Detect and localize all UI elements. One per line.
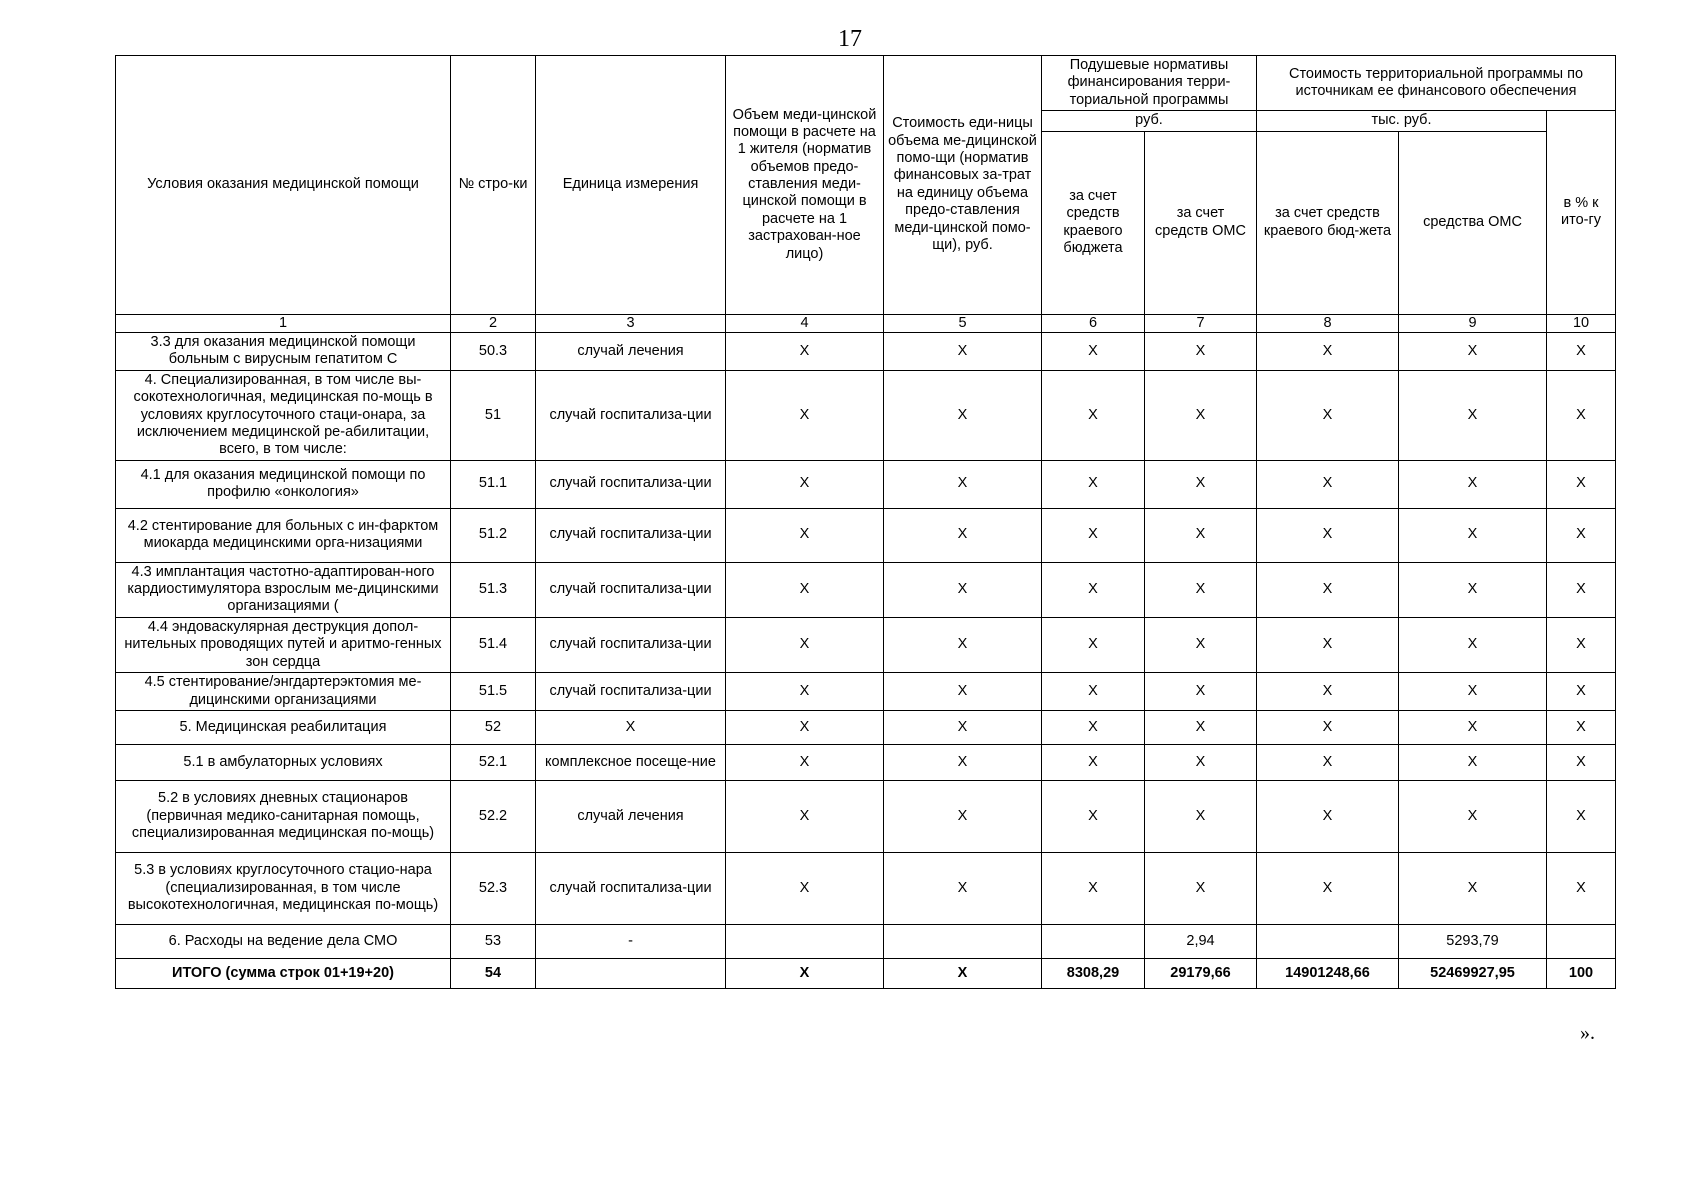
- header-unit-rub: руб.: [1042, 111, 1257, 131]
- regional-cost-cell: X: [1257, 781, 1399, 853]
- column-number: 4: [726, 314, 884, 332]
- condition-cell: 5. Медицинская реабилитация: [116, 711, 451, 745]
- volume-cell: X: [726, 853, 884, 925]
- header-unit: Единица измерения: [536, 56, 726, 315]
- oms-per-capita-cell: X: [1145, 460, 1257, 508]
- volume-cell: X: [726, 745, 884, 781]
- header-volume: Объем меди-цинской помощи в расчете на 1 жителя (норматив объемов предо-ставления меди-цинской помощи в расчете на 1 застрахован-ное лицо): [726, 56, 884, 315]
- header-regional-budget-cost: за счет средств краевого бюд-жета: [1257, 131, 1399, 314]
- condition-cell: 4.2 стентирование для больных с ин-фарктом миокарда медицинскими орга-низациями: [116, 508, 451, 562]
- unit-cell: X: [536, 711, 726, 745]
- header-program-cost-group: Стоимость территориальной программы по источникам ее финансового обеспечения: [1257, 56, 1616, 111]
- row-number-cell: 52.3: [451, 853, 536, 925]
- percent-cell: X: [1547, 781, 1616, 853]
- header-per-capita-group: Подушевые нормативы финансирования терри-ториальной программы: [1042, 56, 1257, 111]
- oms-per-capita-cell: X: [1145, 508, 1257, 562]
- unit-cell: случай лечения: [536, 781, 726, 853]
- regional-per-capita-cell: 8308,29: [1042, 959, 1145, 989]
- oms-cost-cell: X: [1399, 853, 1547, 925]
- table-row: [116, 745, 1616, 781]
- volume-cell: X: [726, 673, 884, 711]
- volume-cell: X: [726, 617, 884, 672]
- percent-cell: X: [1547, 673, 1616, 711]
- unit-cost-cell: X: [884, 370, 1042, 460]
- volume-cell: X: [726, 562, 884, 617]
- percent-cell: 100: [1547, 959, 1616, 989]
- regional-cost-cell: X: [1257, 853, 1399, 925]
- volume-cell: X: [726, 711, 884, 745]
- oms-per-capita-cell: 2,94: [1145, 925, 1257, 959]
- column-number: 10: [1547, 314, 1616, 332]
- regional-per-capita-cell: [1042, 925, 1145, 959]
- regional-per-capita-cell: X: [1042, 673, 1145, 711]
- regional-per-capita-cell: X: [1042, 332, 1145, 370]
- unit-cost-cell: X: [884, 853, 1042, 925]
- oms-cost-cell: X: [1399, 745, 1547, 781]
- unit-cell: случай госпитализа-ции: [536, 460, 726, 508]
- volume-cell: [726, 925, 884, 959]
- row-number-cell: 52.1: [451, 745, 536, 781]
- percent-cell: X: [1547, 562, 1616, 617]
- oms-per-capita-cell: X: [1145, 673, 1257, 711]
- regional-cost-cell: X: [1257, 460, 1399, 508]
- unit-cell: случай лечения: [536, 332, 726, 370]
- row-number-cell: 52.2: [451, 781, 536, 853]
- row-number-cell: 51.2: [451, 508, 536, 562]
- header-percent-total: в % к ито-гу: [1547, 111, 1616, 314]
- row-number-cell: 51.1: [451, 460, 536, 508]
- volume-cell: X: [726, 370, 884, 460]
- table-body: [116, 332, 1616, 988]
- oms-cost-cell: X: [1399, 370, 1547, 460]
- row-number-cell: 51.4: [451, 617, 536, 672]
- oms-per-capita-cell: X: [1145, 370, 1257, 460]
- unit-cost-cell: [884, 925, 1042, 959]
- column-number: 8: [1257, 314, 1399, 332]
- percent-cell: X: [1547, 853, 1616, 925]
- table-row: [116, 673, 1616, 711]
- table-row: [116, 853, 1616, 925]
- condition-cell: 4.5 стентирование/энгдартерэктомия ме-дицинскими организациями: [116, 673, 451, 711]
- column-number: 6: [1042, 314, 1145, 332]
- column-number: 9: [1399, 314, 1547, 332]
- condition-cell: 4.3 имплантация частотно-адаптирован-ного кардиостимулятора взрослым ме-дицинскими организациями (: [116, 562, 451, 617]
- table-row: [116, 460, 1616, 508]
- unit-cost-cell: X: [884, 332, 1042, 370]
- header-conditions: Условия оказания медицинской помощи: [116, 56, 451, 315]
- row-number-cell: 53: [451, 925, 536, 959]
- unit-cost-cell: X: [884, 745, 1042, 781]
- table-row: [116, 959, 1616, 989]
- regional-per-capita-cell: X: [1042, 711, 1145, 745]
- oms-per-capita-cell: X: [1145, 745, 1257, 781]
- percent-cell: X: [1547, 460, 1616, 508]
- oms-per-capita-cell: X: [1145, 853, 1257, 925]
- header-regional-budget-per-capita: за счет средств краевого бюджета: [1042, 131, 1145, 314]
- oms-cost-cell: X: [1399, 508, 1547, 562]
- regional-per-capita-cell: X: [1042, 745, 1145, 781]
- oms-cost-cell: X: [1399, 617, 1547, 672]
- unit-cell: -: [536, 925, 726, 959]
- unit-cost-cell: X: [884, 673, 1042, 711]
- regional-cost-cell: X: [1257, 562, 1399, 617]
- volume-cell: X: [726, 508, 884, 562]
- volume-cell: X: [726, 460, 884, 508]
- header-unit-thousand-rub: тыс. руб.: [1257, 111, 1547, 131]
- regional-cost-cell: X: [1257, 673, 1399, 711]
- oms-cost-cell: X: [1399, 781, 1547, 853]
- regional-per-capita-cell: X: [1042, 781, 1145, 853]
- regional-per-capita-cell: X: [1042, 617, 1145, 672]
- regional-cost-cell: X: [1257, 332, 1399, 370]
- regional-per-capita-cell: X: [1042, 508, 1145, 562]
- column-number: 5: [884, 314, 1042, 332]
- header-row-1: [116, 56, 1616, 111]
- condition-cell: 4.1 для оказания медицинской помощи по профилю «онкология»: [116, 460, 451, 508]
- header-oms-per-capita: за счет средств ОМС: [1145, 131, 1257, 314]
- row-number-cell: 51.3: [451, 562, 536, 617]
- page-number: 17: [838, 26, 862, 52]
- condition-cell: 6. Расходы на ведение дела СМО: [116, 925, 451, 959]
- percent-cell: X: [1547, 508, 1616, 562]
- condition-cell: 3.3 для оказания медицинской помощи больным с вирусным гепатитом С: [116, 332, 451, 370]
- unit-cost-cell: X: [884, 711, 1042, 745]
- percent-cell: X: [1547, 711, 1616, 745]
- unit-cell: случай госпитализа-ции: [536, 617, 726, 672]
- table-row: [116, 711, 1616, 745]
- unit-cell: комплексное посеще-ние: [536, 745, 726, 781]
- percent-cell: [1547, 925, 1616, 959]
- table-row: [116, 508, 1616, 562]
- table-row: [116, 562, 1616, 617]
- regional-cost-cell: X: [1257, 617, 1399, 672]
- unit-cost-cell: X: [884, 959, 1042, 989]
- oms-per-capita-cell: X: [1145, 562, 1257, 617]
- header-unit-cost: Стоимость еди-ницы объема ме-дицинской помо-щи (норматив финансовых за-трат на единицу объема предо-ставления меди-цинской помо-щи), руб.: [884, 56, 1042, 315]
- regional-per-capita-cell: X: [1042, 460, 1145, 508]
- regional-cost-cell: X: [1257, 745, 1399, 781]
- unit-cell: случай госпитализа-ции: [536, 853, 726, 925]
- unit-cell: случай госпитализа-ции: [536, 370, 726, 460]
- condition-cell: 5.1 в амбулаторных условиях: [116, 745, 451, 781]
- percent-cell: X: [1547, 332, 1616, 370]
- oms-per-capita-cell: 29179,66: [1145, 959, 1257, 989]
- regional-per-capita-cell: X: [1042, 562, 1145, 617]
- unit-cost-cell: X: [884, 460, 1042, 508]
- oms-cost-cell: 5293,79: [1399, 925, 1547, 959]
- unit-cost-cell: X: [884, 617, 1042, 672]
- table-row: [116, 925, 1616, 959]
- unit-cost-cell: X: [884, 508, 1042, 562]
- oms-cost-cell: X: [1399, 332, 1547, 370]
- condition-cell: ИТОГО (сумма строк 01+19+20): [116, 959, 451, 989]
- unit-cell: [536, 959, 726, 989]
- unit-cell: случай госпитализа-ции: [536, 508, 726, 562]
- column-number: 3: [536, 314, 726, 332]
- financing-table: [115, 55, 1616, 989]
- regional-per-capita-cell: X: [1042, 370, 1145, 460]
- condition-cell: 5.3 в условиях круглосуточного стацио-нара (специализированная, в том числе высокотехнологичная, медицинская по-мощь): [116, 853, 451, 925]
- oms-cost-cell: X: [1399, 673, 1547, 711]
- unit-cell: случай госпитализа-ции: [536, 562, 726, 617]
- row-number-cell: 51: [451, 370, 536, 460]
- oms-per-capita-cell: X: [1145, 332, 1257, 370]
- percent-cell: X: [1547, 745, 1616, 781]
- regional-cost-cell: 14901248,66: [1257, 959, 1399, 989]
- column-number-row: [116, 314, 1616, 332]
- oms-cost-cell: X: [1399, 460, 1547, 508]
- row-number-cell: 50.3: [451, 332, 536, 370]
- regional-cost-cell: X: [1257, 711, 1399, 745]
- regional-cost-cell: [1257, 925, 1399, 959]
- row-number-cell: 51.5: [451, 673, 536, 711]
- column-number: 2: [451, 314, 536, 332]
- oms-cost-cell: 52469927,95: [1399, 959, 1547, 989]
- table-row: [116, 370, 1616, 460]
- condition-cell: 4.4 эндоваскулярная деструкция допол-нительных проводящих путей и аритмо-генных зон сердца: [116, 617, 451, 672]
- column-number: 7: [1145, 314, 1257, 332]
- condition-cell: 4. Специализированная, в том числе вы-сокотехнологичная, медицинская по-мощь в условиях круглосуточного стаци-онара, за исключением медицинской ре-абилитации, всего, в том числе:: [116, 370, 451, 460]
- column-number: 1: [116, 314, 451, 332]
- oms-per-capita-cell: X: [1145, 617, 1257, 672]
- regional-cost-cell: X: [1257, 370, 1399, 460]
- oms-cost-cell: X: [1399, 562, 1547, 617]
- volume-cell: X: [726, 332, 884, 370]
- unit-cost-cell: X: [884, 562, 1042, 617]
- regional-per-capita-cell: X: [1042, 853, 1145, 925]
- oms-per-capita-cell: X: [1145, 711, 1257, 745]
- row-number-cell: 54: [451, 959, 536, 989]
- condition-cell: 5.2 в условиях дневных стационаров (первичная медико-санитарная помощь, специализированная медицинская по-мощь): [116, 781, 451, 853]
- closing-quote: ».: [1580, 1022, 1595, 1044]
- table-row: [116, 332, 1616, 370]
- unit-cell: случай госпитализа-ции: [536, 673, 726, 711]
- table-row: [116, 781, 1616, 853]
- volume-cell: X: [726, 959, 884, 989]
- oms-cost-cell: X: [1399, 711, 1547, 745]
- percent-cell: X: [1547, 617, 1616, 672]
- regional-cost-cell: X: [1257, 508, 1399, 562]
- unit-cost-cell: X: [884, 781, 1042, 853]
- row-number-cell: 52: [451, 711, 536, 745]
- table-row: [116, 617, 1616, 672]
- percent-cell: X: [1547, 370, 1616, 460]
- oms-per-capita-cell: X: [1145, 781, 1257, 853]
- header-row-number: № стро-ки: [451, 56, 536, 315]
- header-oms-cost: средства ОМС: [1399, 131, 1547, 314]
- volume-cell: X: [726, 781, 884, 853]
